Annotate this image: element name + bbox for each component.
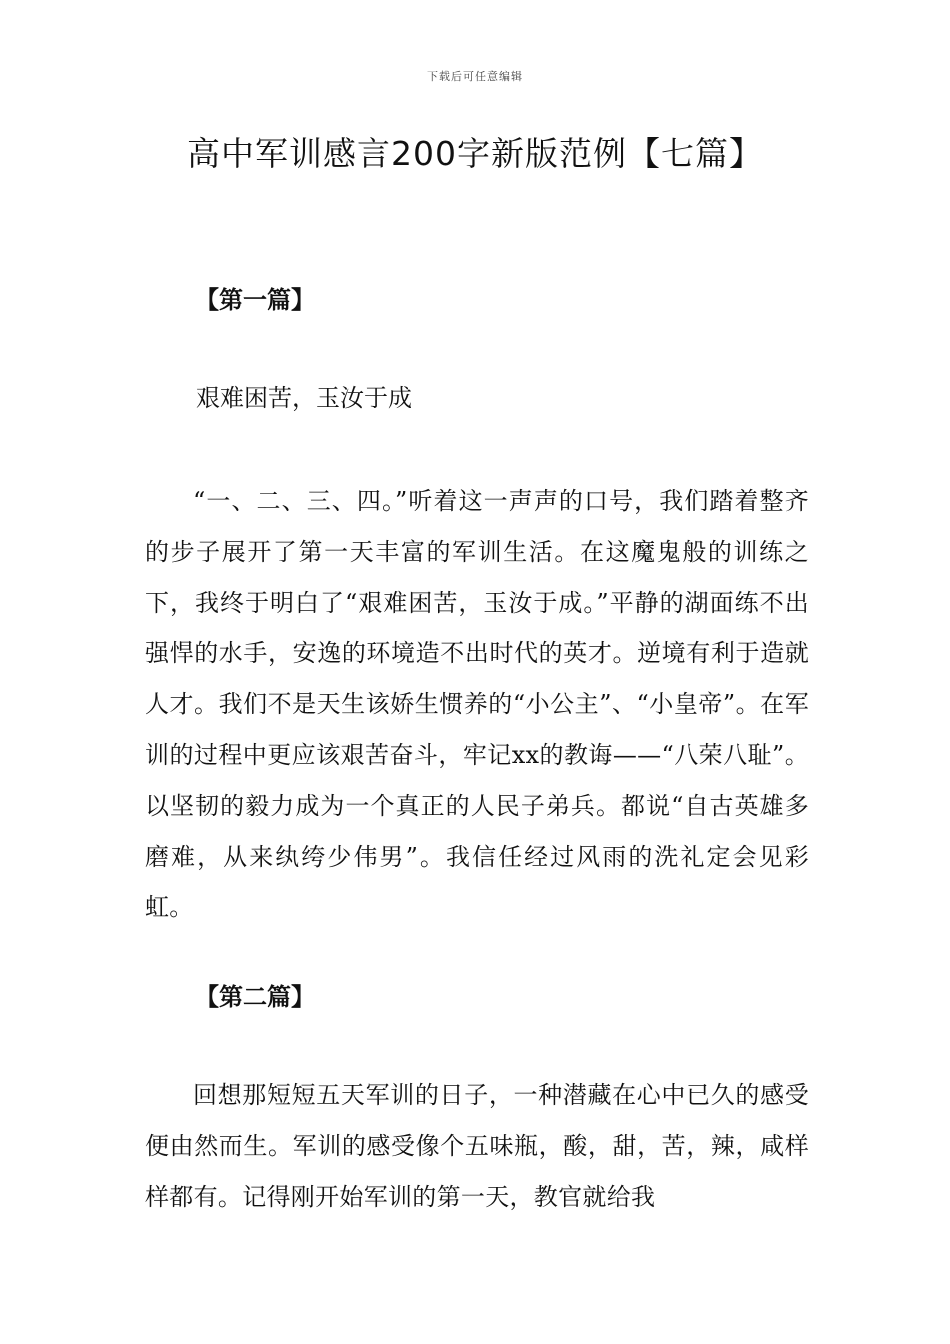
header-note: 下载后可任意编辑	[427, 70, 523, 83]
section-heading-2: 【第二篇】	[195, 982, 315, 1011]
document-title: 高中军训感言200字新版范例【七篇】	[187, 134, 763, 173]
section-paragraph-2: 回想那短短五天军训的日子，一种潜藏在心中已久的感受便由然而生。军训的感受像个五味瓶，酸，甜，苦，辣，咸样样都有。记得刚开始军训的第一天，教官就给我	[145, 1081, 809, 1211]
section-paragraph-1: “一、二、三、四。”听着这一声声的口号，我们踏着整齐的步子展开了第一天丰富的军训生活。在这魔鬼般的训练之下，我终于明白了“艰难困苦，玉汝于成。”平静的湖面练不出强悍的水手，安逸的环境造不出时代的英才。逆境有利于造就人才。我们不是天生该娇生惯养的“小公主”、“小皇帝”。在军训的过程中更应该艰苦奋斗，牢记xx的教诲——“八荣八耻”。以坚韧的毅力成为一个真正的人民子弟兵。都说“自古英雄多磨难，从来纨绔少伟男”。我信任经过风雨的洗礼定会见彩虹。	[145, 487, 809, 922]
section-subtitle-1: 艰难困苦，玉汝于成	[196, 384, 412, 412]
section-heading-1: 【第一篇】	[195, 285, 315, 314]
